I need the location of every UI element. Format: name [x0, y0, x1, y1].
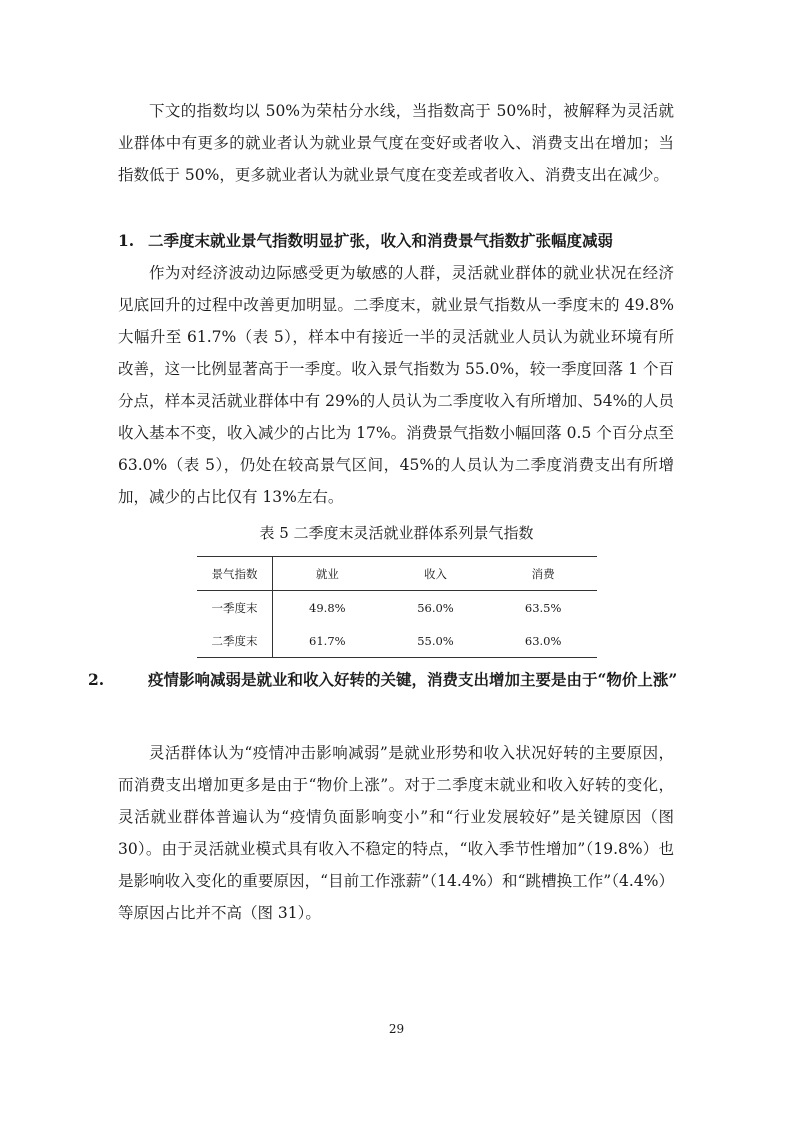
employment-paragraph: 作为对经济波动边际感受更为敏感的人群，灵活就业群体的就业状况在经济见底回升的过程中改善更加明显。二季度末，就业景气指数从一季度末的 49.8%大幅升至 61.7%（表 5），样本中有接近一半的灵活就业人员认为就业环境有所改善，这一比例显著高于一季度。收入景气指数为 55.0%，较一季度回落 1 个百分点，样本灵活就业群体中有 29%的人员认为二季度收入有所增加、54%的人员收入基本不变，收入减少的占比为 17%。消费景气指数小幅回落 0.5 个百分点至 63.0%（表 5），仍处在较高景气区间，45%的人员认为二季度消费支出有所增加，减少的占比仅有 13%左右。 — [118, 264, 674, 506]
table-header-row — [197, 557, 597, 591]
section-title-1: 二季度末就业景气指数明显扩张，收入和消费景气指数扩张幅度减弱 — [148, 231, 614, 250]
cell-income: 56.0% — [417, 600, 454, 615]
table-caption: 表 5 二季度末灵活就业群体系列景气指数 — [259, 524, 534, 542]
section-heading-1 — [118, 225, 678, 257]
intro-paragraph: 下文的指数均以 50%为荣枯分水线，当指数高于 50%时，被解释为灵活就业群体中有更多的就业者认为就业景气度在变好或者收入、消费支出在增加；当指数低于 50%，更多就业者认为就业景气度在变差或者收入、消费支出在减少。 — [118, 102, 674, 184]
section-number-2: 2. — [88, 670, 105, 689]
section-title-2: 疫情影响减弱是就业和收入好转的关键，消费支出增加主要是由于“物价上涨” — [148, 670, 678, 689]
section-heading-2 — [88, 663, 688, 697]
section-number-1: 1. — [118, 231, 135, 250]
cell-employment: 61.7% — [309, 633, 346, 648]
header-cell-consumption: 消费 — [531, 566, 555, 581]
table-row-q1 — [197, 591, 597, 625]
table-row-q2 — [197, 624, 597, 658]
factors-paragraph: 灵活群体认为“疫情冲击影响减弱”是就业形势和收入状况好转的主要原因，而消费支出增加更多是由于“物价上涨”。对于二季度末就业和收入好转的变化，灵活就业群体普遍认为“疫情负面影响变小”和“行业发展较好”是关键原因（图 30）。由于灵活就业模式具有收入不稳定的特点，“收入季节性增加”（19.8%）也是影响收入变化的重要原因，“目前工作涨薪”（14.4%）和“跳槽换工作”（4.4%）等原因占比并不高（图 31）。 — [118, 744, 674, 922]
index-table — [197, 556, 597, 658]
cell-income: 55.0% — [417, 633, 454, 648]
cell-consumption: 63.0% — [524, 633, 562, 648]
page-number: 29 — [388, 1022, 405, 1036]
cell-consumption: 63.5% — [524, 600, 562, 615]
row-label: 二季度末 — [197, 624, 273, 658]
header-cell-income: 收入 — [423, 566, 447, 581]
cell-employment: 49.8% — [309, 600, 346, 615]
row-label: 一季度末 — [197, 591, 273, 625]
header-cell-index: 景气指数 — [197, 557, 273, 591]
header-cell-employment: 就业 — [315, 566, 339, 581]
